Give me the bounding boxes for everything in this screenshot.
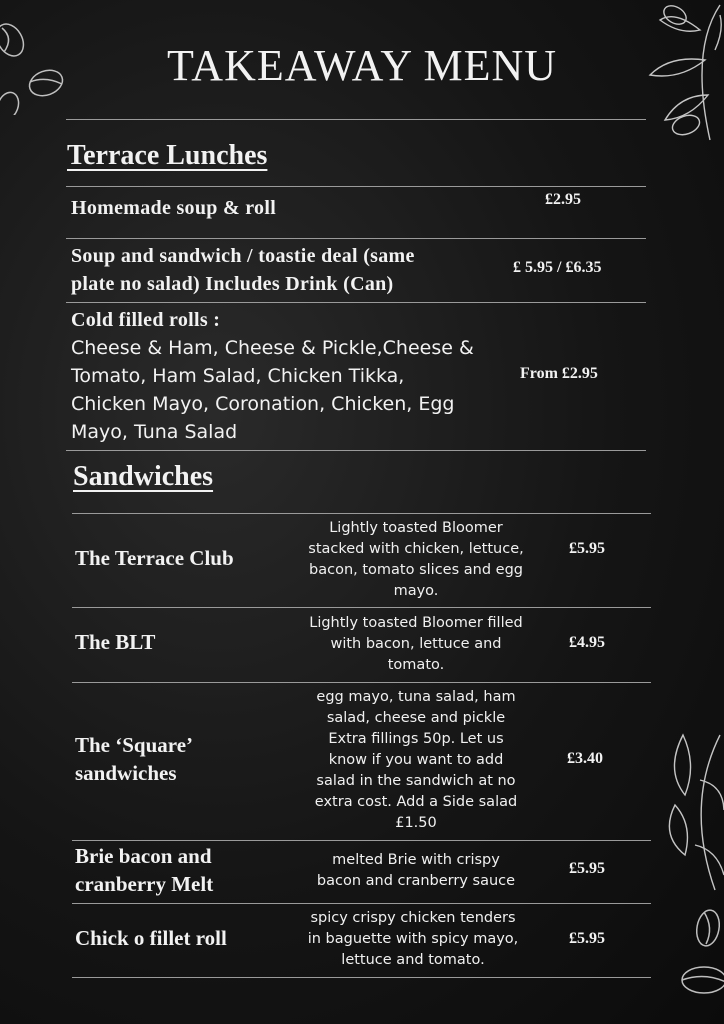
detail-line: Chicken Mayo, Coronation, Chicken, Egg (71, 393, 455, 415)
desc-line: tomato. (387, 657, 445, 673)
detail-line: Mayo, Tuna Salad (71, 421, 238, 443)
desc-line: know if you want to add (328, 752, 504, 768)
sandwich-name-line: cranberry Melt (75, 872, 214, 896)
sandwich-name (75, 628, 155, 656)
divider (66, 119, 646, 120)
sandwich-desc (296, 850, 536, 892)
divider (72, 607, 651, 608)
desc-line: salad in the sandwich at no (316, 773, 516, 789)
sandwich-price: £5.95 (569, 540, 605, 557)
desc-line: bacon, tomato slices and egg (309, 562, 523, 578)
divider (72, 977, 651, 978)
sandwich-name (75, 731, 193, 787)
desc-line: in baguette with spicy mayo, (307, 931, 519, 947)
sandwich-desc (296, 687, 536, 834)
item-detail (71, 334, 474, 446)
sandwich-name (75, 842, 213, 898)
divider (66, 302, 646, 303)
desc-line: lettuce and tomato. (341, 952, 485, 968)
leaf-branch-icon (655, 725, 724, 895)
divider (72, 513, 651, 514)
divider (66, 238, 646, 239)
desc-line: mayo. (393, 583, 439, 599)
item-name-line: Soup and sandwich / toastie deal (same (71, 245, 415, 267)
sandwich-name (75, 544, 234, 572)
sandwich-name-line: The BLT (75, 630, 156, 654)
item-name: Homemade soup & roll (71, 197, 277, 219)
desc-line: Lightly toasted Bloomer filled (309, 615, 523, 631)
item-price: From £2.95 (520, 365, 598, 382)
sandwich-name-line: Chick o fillet roll (75, 926, 227, 950)
sandwich-name-line: Brie bacon and (75, 844, 212, 868)
item-price: £2.95 (545, 191, 581, 208)
desc-line: bacon and cranberry sauce (316, 873, 516, 889)
detail-line: Tomato, Ham Salad, Chicken Tikka, (71, 365, 405, 387)
divider (72, 840, 651, 841)
sandwich-name-line: sandwiches (75, 761, 177, 785)
sandwich-name-line: The ‘Square’ (75, 733, 194, 757)
sandwich-price: £5.95 (569, 930, 605, 947)
desc-line: egg mayo, tuna salad, ham (316, 689, 516, 705)
desc-line: extra cost. Add a Side salad (314, 794, 518, 810)
sandwich-price: £3.40 (567, 750, 603, 767)
divider (72, 682, 651, 683)
desc-line: spicy crispy chicken tenders (310, 910, 516, 926)
divider (72, 903, 651, 904)
item-name: Cold filled rolls : (71, 309, 221, 331)
divider (66, 186, 646, 187)
sandwich-desc (293, 908, 533, 971)
detail-line: Cheese & Ham, Cheese & Pickle,Cheese & (71, 337, 474, 359)
item-price: £ 5.95 / £6.35 (513, 259, 602, 276)
desc-line: with bacon, lettuce and (330, 636, 502, 652)
divider (66, 450, 646, 451)
section-heading-terrace: Terrace Lunches (67, 140, 268, 171)
desc-line: melted Brie with crispy (332, 852, 500, 868)
item-name (71, 242, 415, 298)
desc-line: salad, cheese and pickle (326, 710, 506, 726)
sandwich-name-line: The Terrace Club (75, 546, 234, 570)
desc-line: Lightly toasted Bloomer (329, 520, 503, 536)
sandwich-price: £5.95 (569, 860, 605, 877)
item-name-line: plate no salad) Includes Drink (Can) (71, 273, 394, 295)
page-title: TAKEAWAY MENU (166, 41, 558, 90)
sandwich-desc (296, 518, 536, 602)
sandwich-name (75, 924, 227, 952)
section-heading-sandwiches: Sandwiches (73, 461, 214, 492)
desc-line: stacked with chicken, lettuce, (308, 541, 524, 557)
desc-line: Extra fillings 50p. Let us (328, 731, 504, 747)
sandwich-price: £4.95 (569, 634, 605, 651)
desc-line: £1.50 (395, 815, 437, 831)
coffee-bean-icon (668, 900, 724, 1024)
sandwich-desc (296, 613, 536, 676)
